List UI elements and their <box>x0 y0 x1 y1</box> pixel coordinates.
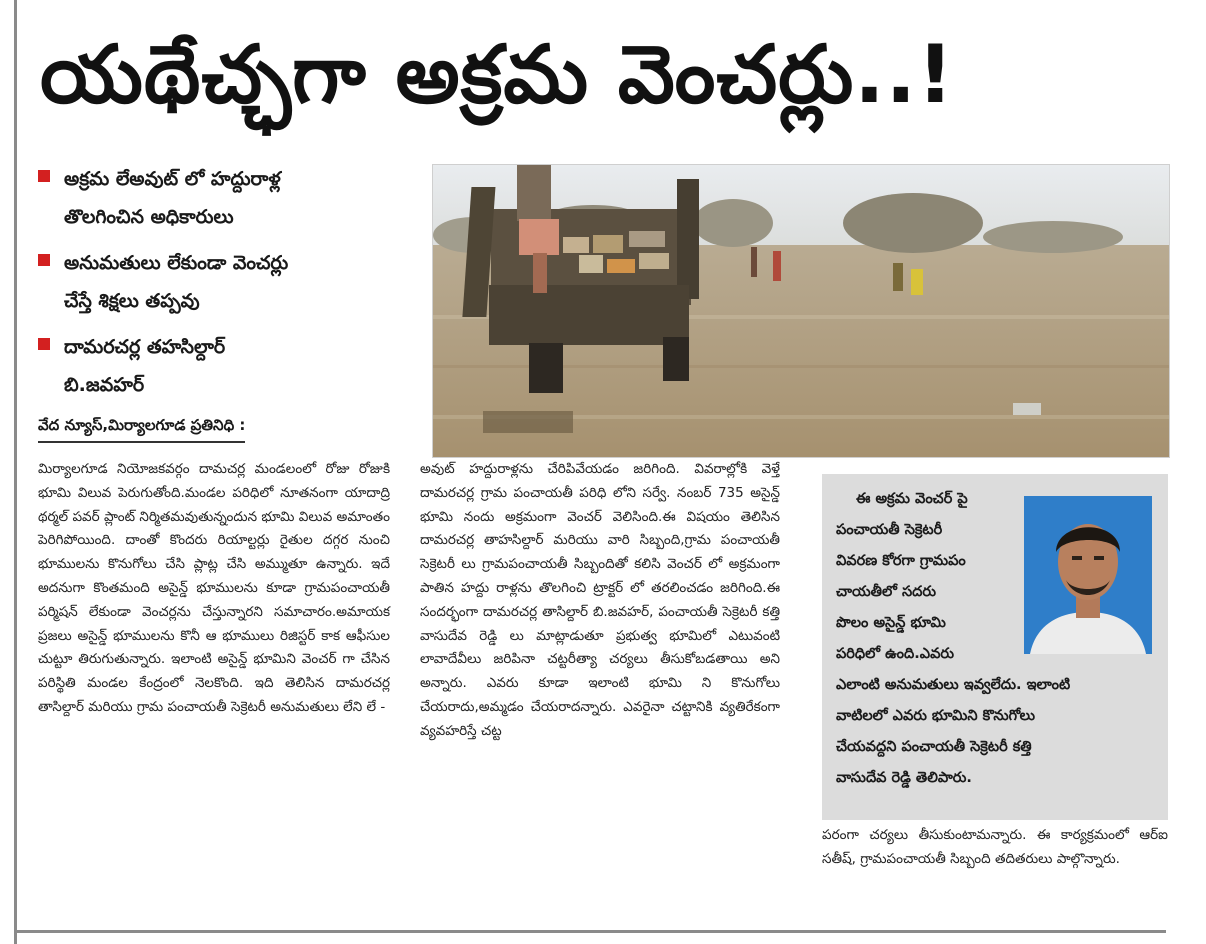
quote-line: వాటిలలో ఎవరు భూమిని కొనుగోలు <box>836 708 1035 724</box>
red-square-icon <box>38 338 50 350</box>
highlight-bullet-item <box>38 244 398 320</box>
news-photo-tractor <box>432 164 1170 458</box>
quote-line: పంచాయతీ సెక్రెటరీ <box>836 522 943 538</box>
article-column-2: అవుట్ హద్దురాళ్లను చేరిపివేయడం జరిగింది. వివరాల్లోకి వెళ్తే దామరచర్ల గ్రామ పంచాయతీ పరిధి లోని సర్వే. నంబర్ 735 అసైన్డ్ భూమి నందు అక్రమంగా వెంచర్ వెలిసింది.ఈ విషయం తెలిసిన దామరచర్ల తాహసిల్దార్ మరియు వారి సిబ్బంది,గ్రామ పంచాయతీ సెక్రెటరీ లు గ్రామపంచాయతీ సిబ్బందితో కలిసి వెంచర్ లో అక్రమంగా పాతిన హద్దు రాళ్లను తొలగించి ట్రాక్టర్ లో తరలించడం జరిగింది.ఈ సందర్భంగా దామరచర్ల తాసిల్దార్ బి.జవహర్, పంచాయతీ సెక్రెటరీ కత్తి వాసుదేవ రెడ్డి లు మాట్లాడుతూ ప్రభుత్వ భూమిలో ఎటువంటి లావాదేవీలు జరిపినా చట్టరీత్యా చర్యలు తీసుకోబడతాయి అని అన్నారు. ఎవరు కూడా ఇలాంటి భూమి ని కొనుగోలు చేయరాదు,అమ్మడం చేయరాదన్నారు. ఎవరైనా చట్టానికి వ్యతిరేకంగా వ్యవహరిస్తే చట్ట <box>420 461 780 739</box>
highlight-bullet-text: దామరచర్ల తహసిల్దార్ బి.జవహర్ <box>64 336 226 396</box>
quote-line: వాసుదేవ రెడ్డి తెలిపారు. <box>836 770 972 786</box>
page-bottom-rule <box>14 930 1166 933</box>
page-left-rule <box>14 0 17 944</box>
quote-line: చేయవద్దని పంచాయతీ సెక్రెటరీ కత్తి <box>836 739 1032 755</box>
highlight-bullets <box>38 160 398 412</box>
official-portrait-photo <box>1024 496 1152 654</box>
quote-line: చాయతీలో సదరు <box>836 584 936 600</box>
quote-line: పొలం అసైన్డ్ భూమి <box>836 615 946 631</box>
red-square-icon <box>38 254 50 266</box>
quote-line: పరిధిలో ఉంది.ఎవరు <box>836 646 955 662</box>
highlight-bullet-text: అనుమతులు లేకుండా వెంచర్లు చేస్తే శిక్షలు తప్పవు <box>64 252 289 312</box>
quote-line: ఎలాంటి అనుమతులు ఇవ్వలేదు. ఇలాంటి <box>836 677 1071 693</box>
article-byline: వేద న్యూస్,మిర్యాలగూడ ప్రతినిధి : <box>38 416 245 443</box>
highlight-bullet-item <box>38 328 398 404</box>
quote-line: ఈ అక్రమ వెంచర్ పై <box>856 491 968 507</box>
article-column-3: పరంగా చర్యలు తీసుకుంటామన్నారు. ఈ కార్యక్రమంలో ఆర్ఐ సతీష్, గ్రామపంచాయతీ సిబ్బంది తదితరులు పాల్గొన్నారు. <box>822 827 1168 867</box>
person-portrait-illustration <box>1024 496 1152 654</box>
article-column-1: మిర్యాలగూడ నియోజకవర్గం దామచర్ల మండలంలో రోజు రోజుకి భూమి విలువ పెరుగుతోంది.మండల పరిధిలో నూతనంగా యాదాద్రి థర్మల్ పవర్ ప్లాంట్ నిర్మితమవుతున్నందున భూమి విలువ అమాంతం పెరిగిపోయింది. దాంతో కొందరు రియాల్టర్లు రైతుల దగ్గర నుంచి భూములను కొనుగోలు చేసి ప్లాట్ల చేసి అమ్ముతూ ఉన్నారు. ఇదే అదనుగా కొంతమంది అసైన్డ్ భూములను కూడా గ్రామపంచాయతీ పర్మిషన్ లేకుండా వెంచర్లను చేస్తున్నారని సమాచారం.అమాయక ప్రజలు అసైన్డ్ భూములను కొనీ ఆ భూములు రిజిస్టర్ కాక ఆఫీసుల చుట్టూ తిరుగుతున్నారు. ఇలాంటి అసైన్డ్ భూమిని వెంచర్ గా చేసిన పరిస్థితి మండల కేంద్రంలో నెలకొంది. ఇది తెలిసిన దామరచర్ల తాసిల్దార్ మరియు గ్రామ పంచాయతీ సెక్రెటరీ అనుమతులు లేని లే - <box>38 461 390 715</box>
quote-line: వివరణ కోరగా గ్రామపం <box>836 553 966 569</box>
tractor-photo-illustration <box>433 165 1169 457</box>
quote-sidebar-box <box>822 474 1168 820</box>
article-headline: యథేచ్ఛగా అక్రమ వెంచర్లు..! <box>40 28 955 121</box>
highlight-bullet-text: అక్రమ లేఅవుట్ లో హద్దురాళ్ల తొలగించిన అధికారులు <box>64 168 281 228</box>
red-square-icon <box>38 170 50 182</box>
highlight-bullet-item <box>38 160 398 236</box>
